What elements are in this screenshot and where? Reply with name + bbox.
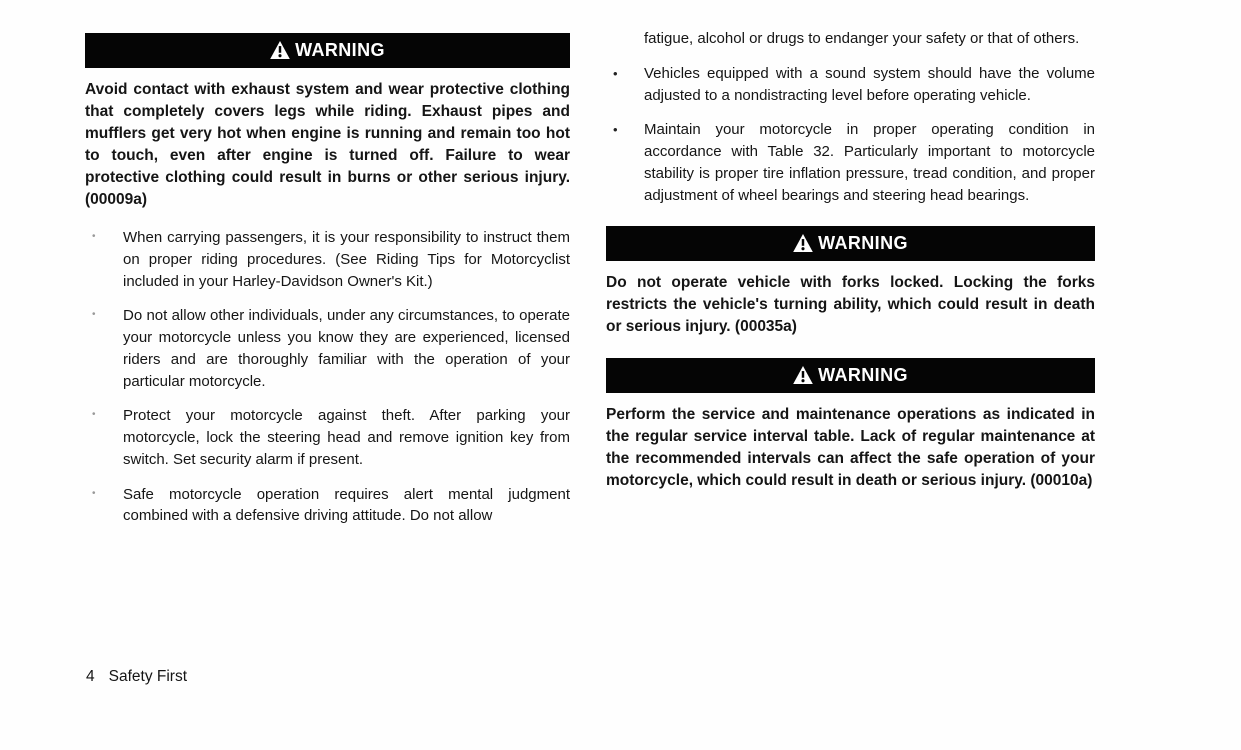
page-footer <box>86 668 187 686</box>
right-column <box>606 26 1095 540</box>
warning-paragraph: Do not operate vehicle with forks locked. Locking the forks restricts the vehicle's turning ability, which could result in death or serious injury. (00035a) <box>606 274 1095 336</box>
bullet-marker: • <box>92 487 96 499</box>
bullet-text: Safe motorcycle operation requires alert mental judgment combined with a defensive driving attitude. Do not allow <box>123 485 570 525</box>
bullet-marker: • <box>92 409 96 421</box>
bullet-marker: • <box>92 309 96 321</box>
bullet-marker: • <box>613 65 618 81</box>
list-item <box>85 484 570 528</box>
bullet-text: Protect your motorcycle against theft. After parking your motorcycle, lock the steering head and remove ignition key from switch. Set security alarm if present. <box>123 407 570 468</box>
footer-section-label: Safety First <box>108 668 188 685</box>
warning-banner-label: WARNING <box>818 365 908 386</box>
warning-banner-label: WARNING <box>295 40 385 60</box>
list-item <box>606 63 1095 107</box>
continuation-paragraph: fatigue, alcohol or drugs to endanger your safety or that of others. <box>644 30 1080 47</box>
bullet-text: Vehicles equipped with a sound system should have the volume adjusted to a nondistracting level before operating vehicle. <box>644 64 1095 104</box>
list-item <box>85 227 570 292</box>
warning-banner <box>606 358 1095 393</box>
left-column <box>85 26 570 540</box>
warning-paragraph: Avoid contact with exhaust system and wear protective clothing that completely covers legs while riding. Exhaust pipes and mufflers get very hot when engine is running and remain too hot to touch, even after engine is turned off. Failure to wear protective clothing could result in burns or other serious injury. (00009a) <box>85 81 570 208</box>
bullet-text: When carrying passengers, it is your responsibility to instruct them on proper riding procedures. (See Riding Tips for Motorcyclist included in your Harley-Davidson Owner's Kit.) <box>123 229 570 290</box>
list-item <box>606 119 1095 206</box>
bullet-marker: • <box>613 122 618 138</box>
warning-banner-label: WARNING <box>818 233 908 254</box>
bullet-marker: • <box>92 231 96 242</box>
bullet-text: Maintain your motorcycle in proper operating condition in accordance with Table 32. Particularly important to motorcycle stability is proper tire inflation pressure, tread condition, and proper adjustment of wheel bearings and steering head bearings. <box>644 121 1095 204</box>
warning-triangle-icon <box>793 236 813 252</box>
warning-triangle-icon <box>793 368 813 384</box>
warning-banner <box>606 226 1095 261</box>
bullet-text: Do not allow other individuals, under any circumstances, to operate your motorcycle unless you know they are experienced, licensed riders and are thoroughly familiar with the operation of your particular motorcycle. <box>123 307 570 390</box>
list-item <box>85 305 570 392</box>
warning-triangle-icon <box>270 43 290 59</box>
warning-banner <box>85 33 570 68</box>
list-item <box>85 405 570 470</box>
page-number: 4 <box>86 668 95 685</box>
warning-paragraph: Perform the service and maintenance operations as indicated in the regular service interval table. Lack of regular maintenance at the recommended intervals can affect the safe operation of your motorcycle, which could result in death or serious injury. (00010a) <box>606 406 1095 490</box>
two-column-layout <box>85 0 1095 540</box>
